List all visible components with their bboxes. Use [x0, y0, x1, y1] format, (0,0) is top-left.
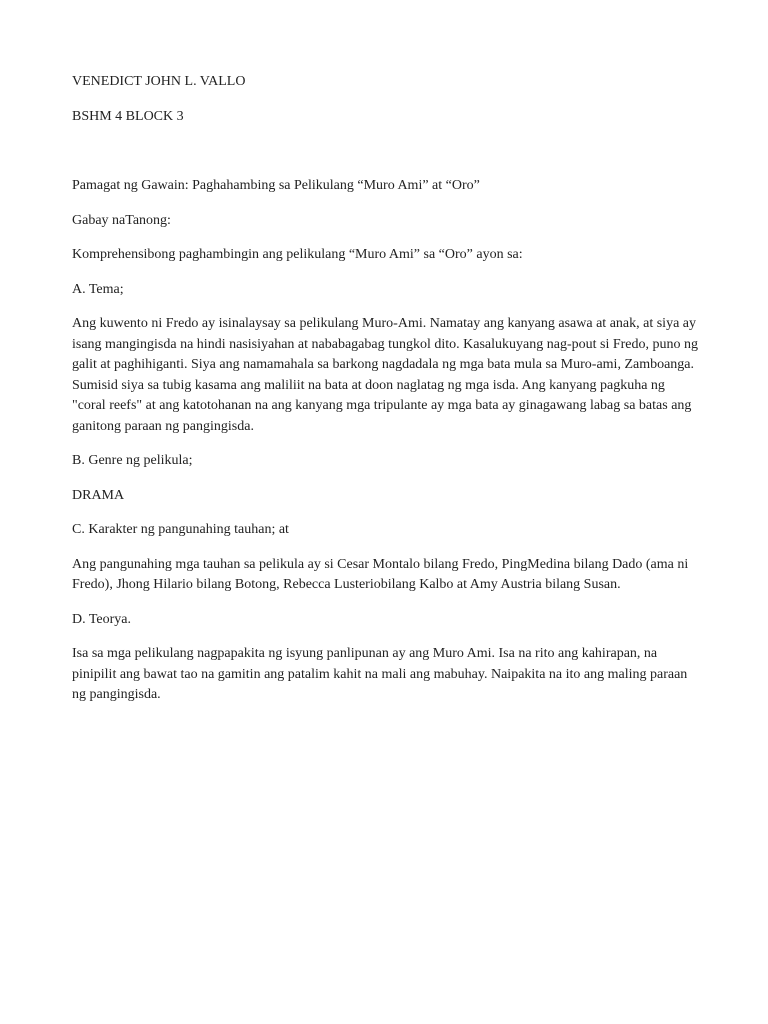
section-heading-karakter: C. Karakter ng pangunahing tauhan; at — [72, 522, 289, 537]
section-heading-teorya: D. Teorya. — [72, 611, 132, 627]
section-body-tema: Ang kuwento ni Fredo ay isinalaysay sa pelikulang Muro-Ami. Namatay ang kanyang asawa at anak, at siya ay isang mangingisda na hindi nasisiyahan at nababagabag tungkol dito. Kasalukuyang nag-pout si Fredo, puno ng galit at paghihiganti. Siya ang namamahala sa barkong nagdadala ng mga bata mula sa Muro-ami, Zamboanga. Sumisid siya sa tubig kasama ang maliliit na bata at doon naglatag ng mga isda. Ang kanyang pagkuha ng "coral reefs" at ang katotohanan na ang kanyang mga tripulante ay mga bata ay ginagawang labag sa batas ang ganitong paraan ng pangingisda. — [72, 316, 698, 434]
author-name: VENEDICT JOHN L. VALLO — [72, 74, 246, 89]
guide-question-label: Gabay naTanong: — [72, 212, 171, 228]
section-body-karakter: Ang pangunahing mga tauhan sa pelikula ay si Cesar Montalo bilang Fredo, PingMedina bilang Dado (ama ni Fredo), Jhong Hilario bilang Botong, Rebecca Lusteriobilang Kalbo at Amy Austria bilang Susan. — [72, 556, 689, 592]
section-heading-genre: B. Genre ng pelikula; — [72, 453, 193, 468]
activity-title: Pamagat ng Gawain: Paghahambing sa Pelikulang “Muro Ami” at “Oro” — [72, 178, 480, 193]
genre-value: DRAMA — [72, 487, 125, 503]
section-heading-tema: A. Tema; — [72, 281, 124, 297]
course-section: BSHM 4 BLOCK 3 — [72, 108, 184, 124]
instruction-text: Komprehensibong paghambingin ang pelikulang “Muro Ami” sa “Oro” ayon sa: — [72, 247, 523, 262]
section-body-teorya: Isa sa mga pelikulang nagpapakita ng isyung panlipunan ay ang Muro Ami. Isa na rito ang kahirapan, na pinipilit ang bawat tao na gamitin ang patalim kahit na mali ang mabuhay. Naipakita na ito ang maling paraan ng pangingisda. — [72, 646, 688, 702]
